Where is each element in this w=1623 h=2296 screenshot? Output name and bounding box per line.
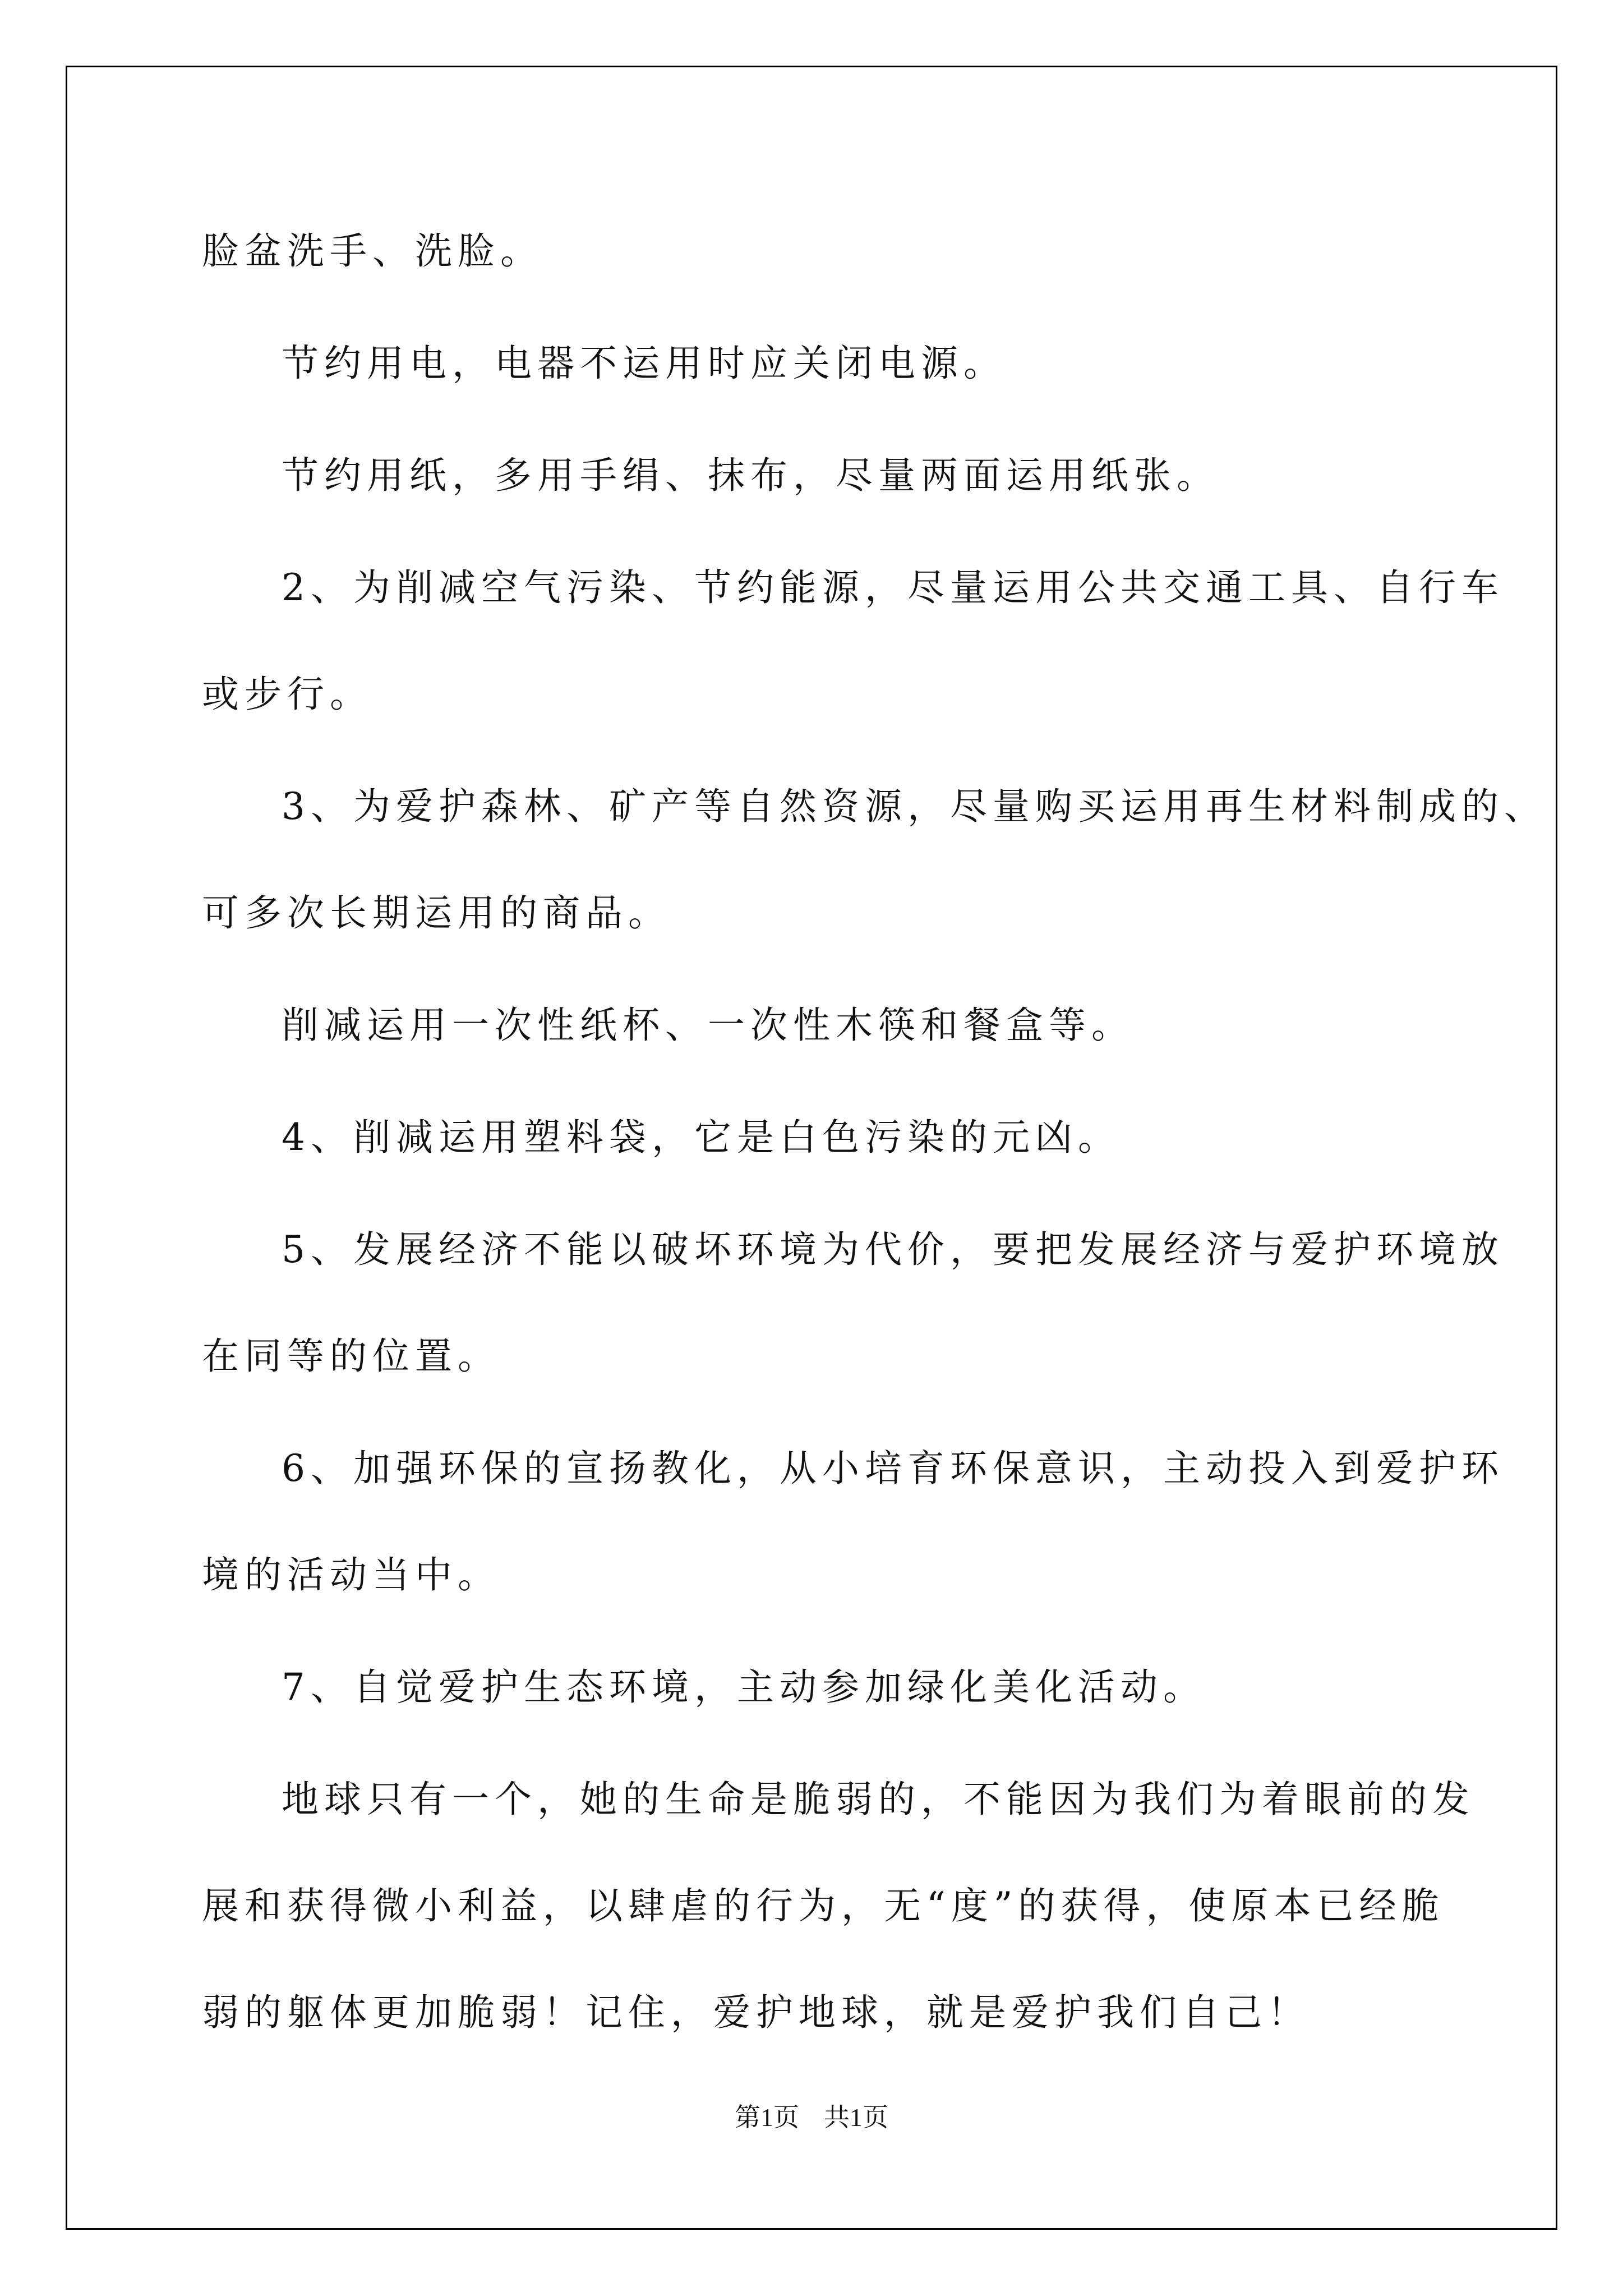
text-line: 在同等的位置。 — [202, 1335, 500, 1378]
text-line: 或步行。 — [202, 673, 372, 716]
text-line: 4、削减运用塑料袋，它是白色污染的元凶。 — [282, 1116, 1121, 1159]
text-line: 节约用电，电器不运用时应关闭电源。 — [282, 342, 1006, 385]
text-line: 2、为削减空气污染、节约能源，尽量运用公共交通工具、自行车 — [282, 566, 1504, 609]
text-line: 节约用纸，多用手绢、抹布，尽量两面运用纸张。 — [282, 454, 1219, 497]
page-footer — [0, 2097, 1623, 2134]
text-line: 5、发展经济不能以破坏环境为代价，要把发展经济与爱护环境放 — [282, 1228, 1504, 1271]
page-number: 第1页 — [735, 2103, 799, 2132]
text-line: 展和获得微小利益，以肆虐的行为，无“度”的获得，使原本已经脆 — [202, 1884, 1445, 1927]
text-line: 7、自觉爱护生态环境，主动参加绿化美化活动。 — [282, 1665, 1206, 1709]
text-line: 6、加强环保的宣扬教化，从小培育环保意识，主动投入到爱护环 — [282, 1447, 1504, 1490]
text-line: 可多次长期运用的商品。 — [202, 891, 671, 935]
text-line: 弱的躯体更加脆弱！记住，爱护地球，就是爱护我们自己！ — [202, 1991, 1310, 2034]
text-line: 地球只有一个，她的生命是脆弱的，不能因为我们为着眼前的发 — [282, 1778, 1475, 1821]
text-line: 境的活动当中。 — [202, 1553, 500, 1596]
text-line: 削减运用一次性纸杯、一次性木筷和餐盒等。 — [282, 1004, 1134, 1047]
page-total: 共1页 — [824, 2103, 888, 2132]
text-line: 3、为爱护森林、矿产等自然资源，尽量购买运用再生材料制成的、 — [282, 785, 1547, 828]
text-line: 脸盆洗手、洗脸。 — [202, 229, 543, 273]
